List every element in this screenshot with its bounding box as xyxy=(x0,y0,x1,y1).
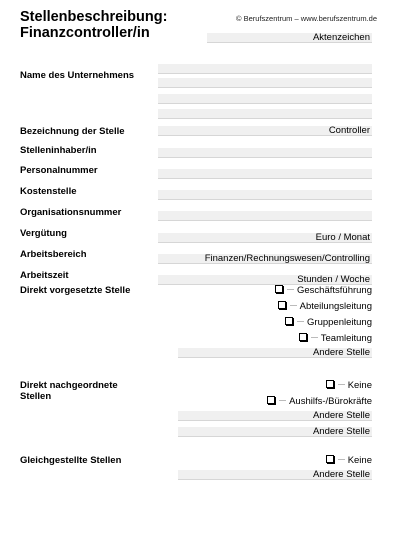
title-line-2: Finanzcontroller/in xyxy=(20,25,150,41)
option-label: Keine xyxy=(347,455,372,466)
option-label: Abteilungsleitung xyxy=(299,301,372,312)
dash-divider xyxy=(338,384,345,385)
checkbox-icon[interactable] xyxy=(285,317,293,325)
option-label: Keine xyxy=(347,380,372,391)
option-aushilfs-buerokraefte[interactable] xyxy=(267,396,372,407)
label-inhaber: Stelleninhaber/in xyxy=(20,145,97,156)
checkbox-icon[interactable] xyxy=(326,380,334,388)
label-arbeitsbereich: Arbeitsbereich xyxy=(20,249,87,260)
dash-divider xyxy=(311,337,318,338)
gleichgestellte-andere-field[interactable]: Andere Stelle xyxy=(178,470,372,480)
label-organisationsnummer: Organisationsnummer xyxy=(20,207,122,218)
dash-divider xyxy=(287,289,294,290)
dash-divider xyxy=(279,400,286,401)
label-gleichgestellte: Gleichgestellte Stellen xyxy=(20,455,122,466)
title-line-1: Stellenbeschreibung: xyxy=(20,9,168,25)
label-bezeichnung: Bezeichnung der Stelle xyxy=(20,126,125,137)
label-vorgesetzte: Direkt vorgesetzte Stelle xyxy=(20,285,131,296)
dash-divider xyxy=(290,305,297,306)
label-nachgeordnete xyxy=(20,380,118,402)
option-label: Gruppenleitung xyxy=(307,317,372,328)
checkbox-icon[interactable] xyxy=(299,333,307,341)
option-label: Aushilfs-/Bürokräfte xyxy=(289,396,372,407)
label-nachgeordnete-line-2: Stellen xyxy=(20,391,52,402)
organisationsnummer-field[interactable] xyxy=(158,211,372,221)
option-label: Teamleitung xyxy=(320,333,372,344)
unternehmen-field-1[interactable] xyxy=(158,64,372,74)
bezeichnung-field[interactable]: Controller xyxy=(158,126,372,136)
option-geschaeftsfuehrung[interactable] xyxy=(275,285,372,296)
label-nachgeordnete-line-1: Direkt nachgeordnete xyxy=(20,380,118,391)
inhaber-field[interactable] xyxy=(158,148,372,158)
unternehmen-field-3[interactable] xyxy=(158,94,372,104)
dash-divider xyxy=(297,321,304,322)
unternehmen-field-4[interactable] xyxy=(158,109,372,119)
aktenzeichen-field[interactable]: Aktenzeichen xyxy=(207,33,372,43)
option-label: Geschäftsführung xyxy=(297,285,372,296)
vorgesetzte-andere-field[interactable]: Andere Stelle xyxy=(178,348,372,358)
option-gruppenleitung[interactable] xyxy=(285,317,372,328)
checkbox-icon[interactable] xyxy=(278,301,286,309)
checkbox-icon[interactable] xyxy=(275,285,283,293)
nachgeordnete-andere-field-2[interactable]: Andere Stelle xyxy=(178,427,372,437)
verguetung-field[interactable]: Euro / Monat xyxy=(158,233,372,243)
label-verguetung: Vergütung xyxy=(20,228,67,239)
kostenstelle-field[interactable] xyxy=(158,190,372,200)
personalnummer-field[interactable] xyxy=(158,169,372,179)
option-gleichgestellte-keine[interactable] xyxy=(326,455,372,466)
label-personalnummer: Personalnummer xyxy=(20,165,98,176)
arbeitszeit-field[interactable]: Stunden / Woche xyxy=(158,275,372,285)
nachgeordnete-andere-field-1[interactable]: Andere Stelle xyxy=(178,411,372,421)
arbeitsbereich-field[interactable]: Finanzen/Rechnungswesen/Controlling xyxy=(158,254,372,264)
label-kostenstelle: Kostenstelle xyxy=(20,186,77,197)
unternehmen-field-2[interactable] xyxy=(158,78,372,88)
dash-divider xyxy=(338,459,345,460)
page-title xyxy=(20,9,167,41)
label-arbeitszeit: Arbeitszeit xyxy=(20,270,69,281)
option-nachgeordnete-keine[interactable] xyxy=(326,380,372,391)
checkbox-icon[interactable] xyxy=(267,396,275,404)
copyright-notice: © Berufszentrum – www.berufszentrum.de xyxy=(236,14,377,23)
option-abteilungsleitung[interactable] xyxy=(278,301,372,312)
label-unternehmen: Name des Unternehmens xyxy=(20,70,135,81)
checkbox-icon[interactable] xyxy=(326,455,334,463)
option-teamleitung[interactable] xyxy=(299,333,372,344)
